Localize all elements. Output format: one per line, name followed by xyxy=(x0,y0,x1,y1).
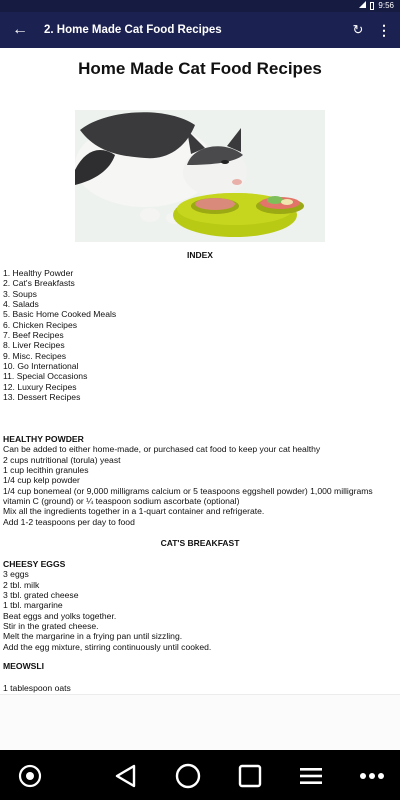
more-dots-icon[interactable] xyxy=(358,762,386,790)
recipe-line: 1 cup lecithin granules xyxy=(3,465,89,476)
cheesy-eggs-heading: CHEESY EGGS xyxy=(3,559,66,569)
refresh-icon[interactable]: ↻ xyxy=(352,22,364,37)
meowsli-heading: MEOWSLI xyxy=(3,661,45,671)
recipe-line: 3 tbl. grated cheese xyxy=(3,590,79,601)
signal-icon xyxy=(359,1,366,10)
recents-icon[interactable] xyxy=(236,762,264,790)
page-title: Home Made Cat Food Recipes xyxy=(78,59,322,78)
index-heading: INDEX xyxy=(187,250,213,260)
index-item[interactable]: 1. Healthy Powder xyxy=(3,268,74,278)
back-icon[interactable] xyxy=(112,762,140,790)
battery-icon xyxy=(370,2,374,10)
recipe-line: 3 eggs xyxy=(3,569,29,580)
cheesy-eggs-section xyxy=(3,559,397,652)
status-bar xyxy=(0,0,400,12)
app-bar xyxy=(0,12,400,48)
index-item[interactable]: 10. Go International xyxy=(3,361,79,372)
index-list xyxy=(3,268,116,402)
recipe-line: Can be added to either home-made, or purchased cat food to keep your cat healthy xyxy=(3,444,321,455)
recipe-line: 2 cups nutritional (torula) yeast xyxy=(3,454,121,465)
index-item[interactable]: 11. Special Occasions xyxy=(3,371,88,382)
recipe-line: Add the egg mixture, stirring continuously until cooked. xyxy=(3,641,212,652)
index-item[interactable]: 7. Beef Recipes xyxy=(3,330,64,341)
more-options-icon[interactable]: ⋮ xyxy=(377,22,391,38)
cats-breakfast-heading: CAT'S BREAKFAST xyxy=(160,538,240,548)
recipe-line: 1/4 cup kelp powder xyxy=(3,475,80,486)
recipe-line: Mix all the ingredients together in a 1-quart container and refrigerate. xyxy=(3,506,265,517)
cat-eating-image xyxy=(75,110,325,242)
index-item[interactable]: 13. Dessert Recipes xyxy=(3,392,81,403)
index-item[interactable]: 2. Cat's Breakfasts xyxy=(3,278,75,289)
recipe-line: 2 tbl. milk xyxy=(3,579,40,590)
index-item[interactable]: 12. Luxury Recipes xyxy=(3,381,77,392)
home-icon[interactable] xyxy=(174,762,202,790)
back-arrow-icon[interactable]: ← xyxy=(12,21,28,38)
index-item[interactable]: 3. Soups xyxy=(3,288,37,299)
index-item[interactable]: 5. Basic Home Cooked Meals xyxy=(3,309,117,320)
healthy-powder-heading: HEALTHY POWDER xyxy=(3,434,84,444)
index-item[interactable]: 8. Liver Recipes xyxy=(3,340,65,351)
status-time: 9:56 xyxy=(378,1,394,10)
app-bar-title: 2. Home Made Cat Food Recipes xyxy=(44,24,222,36)
recipe-line: Add 1-2 teaspoons per day to food xyxy=(3,516,135,527)
index-item[interactable]: 9. Misc. Recipes xyxy=(3,350,67,361)
recipe-line: 1/4 cup bonemeal (or 9,000 milligrams calcium or 5 teaspoons eggshell powder) 1,000 milligrams vitamin C (ground) or ¼ teaspoon sodium ascorbate (optional) xyxy=(3,485,373,507)
assistant-icon[interactable] xyxy=(16,762,44,790)
index-item[interactable]: 4. Salads xyxy=(3,299,39,310)
article-content[interactable] xyxy=(0,48,400,694)
content-bottom-area xyxy=(0,694,400,751)
recipe-line: Melt the margarine in a frying pan until sizzling. xyxy=(3,631,183,642)
recipe-line: 1 tbl. margarine xyxy=(3,600,63,611)
healthy-powder-section xyxy=(3,434,397,527)
recipe-line: 1 tablespoon oats xyxy=(3,683,71,693)
index-item[interactable]: 6. Chicken Recipes xyxy=(3,319,78,330)
navigation-bar xyxy=(0,750,400,800)
recipe-line: Stir in the grated cheese. xyxy=(3,621,99,632)
menu-icon[interactable] xyxy=(297,762,325,790)
recipe-line: Beat eggs and yolks together. xyxy=(3,610,117,621)
